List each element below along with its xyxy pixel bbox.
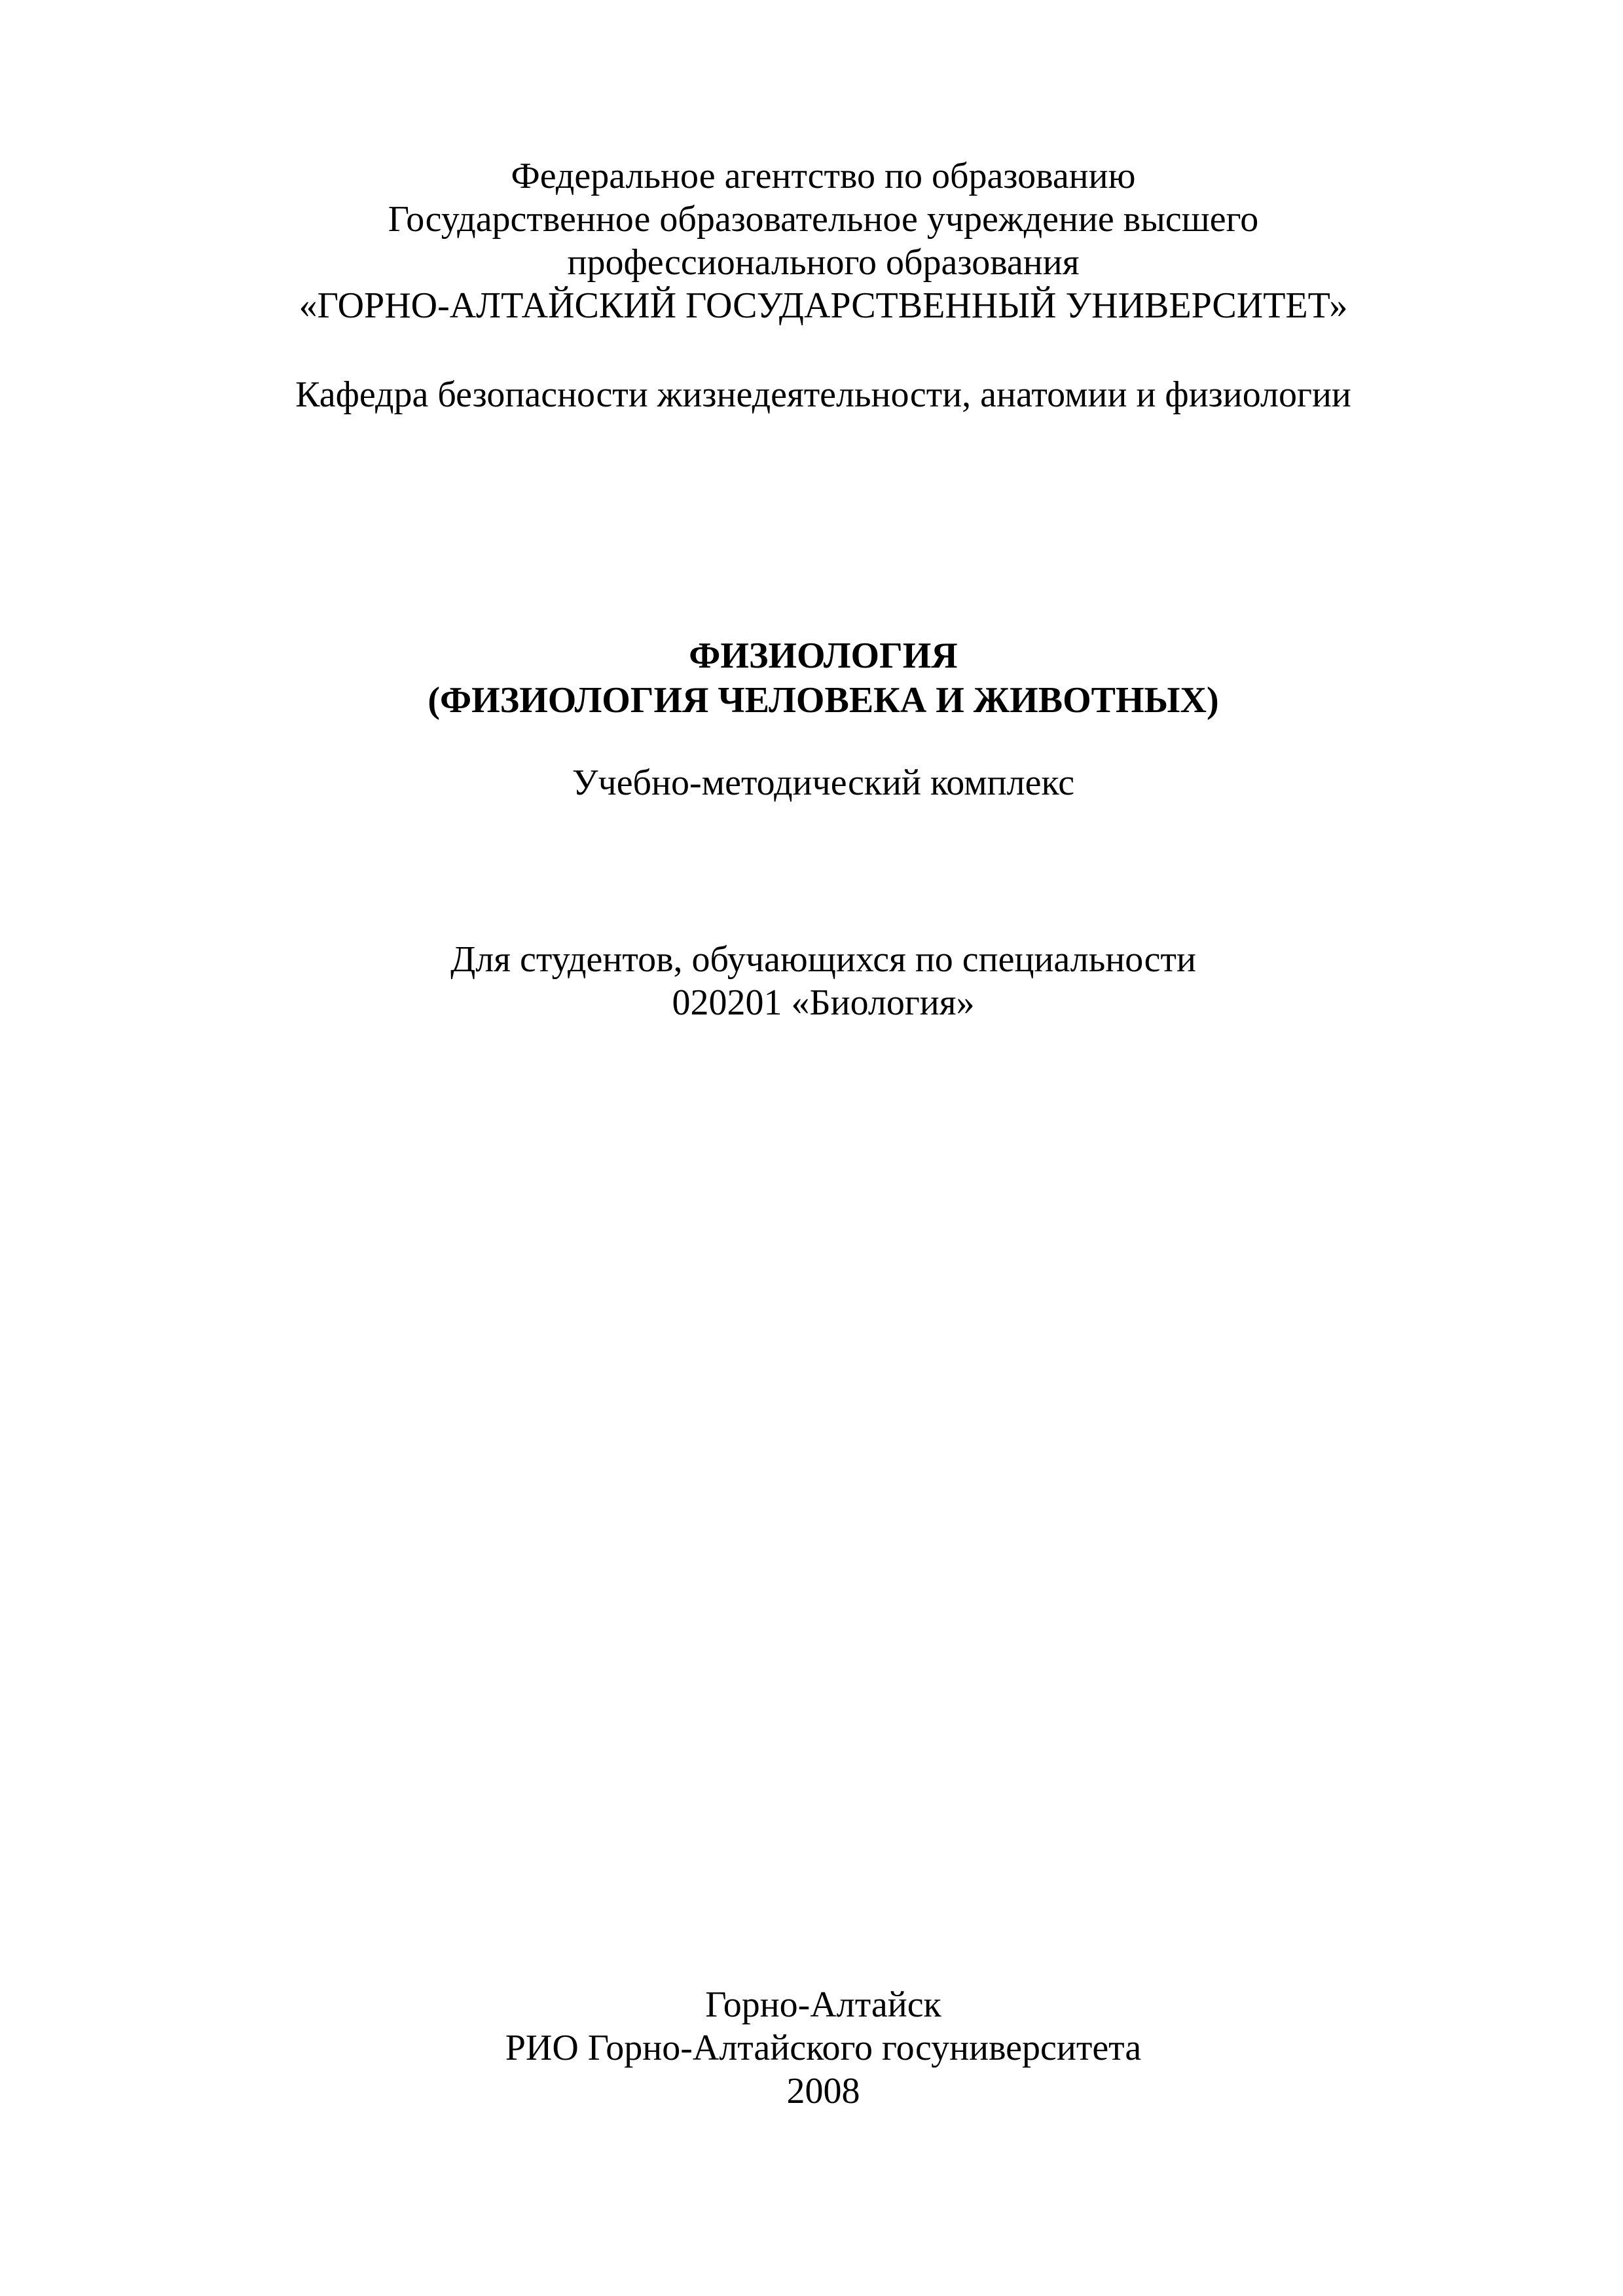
imprint-year: 2008 — [786, 2071, 860, 2111]
agency-name: Федеральное агентство по образованию — [511, 156, 1136, 196]
university-name: «ГОРНО-АЛТАЙСКИЙ ГОСУДАРСТВЕННЫЙ УНИВЕРСИТЕТ» — [299, 285, 1348, 326]
document-title: ФИЗИОЛОГИЯ — [689, 636, 958, 676]
imprint-block — [12, 1983, 1623, 2113]
imprint-publisher: РИО Горно-Алтайского госуниверситета — [505, 2028, 1142, 2068]
header-block — [12, 154, 1623, 327]
subtitle-block — [12, 761, 1623, 804]
department-name: Кафедра безопасности жизнедеятельности, анатомии и физиологии — [295, 374, 1351, 415]
document-type: Учебно-методический комплекс — [572, 762, 1075, 803]
institution-line-2: профессионального образования — [567, 242, 1080, 283]
imprint-city: Горно-Алтайск — [705, 1984, 941, 2025]
audience-line-2: 020201 «Биология» — [672, 982, 975, 1023]
department-block — [12, 373, 1623, 416]
title-block — [12, 634, 1623, 723]
institution-line-1: Государственное образовательное учреждение высшего — [388, 199, 1259, 240]
audience-line-1: Для студентов, обучающихся по специальности — [450, 939, 1196, 980]
document-subtitle-caps: (ФИЗИОЛОГИЯ ЧЕЛОВЕКА И ЖИВОТНЫХ) — [428, 680, 1219, 721]
audience-block — [12, 938, 1623, 1024]
